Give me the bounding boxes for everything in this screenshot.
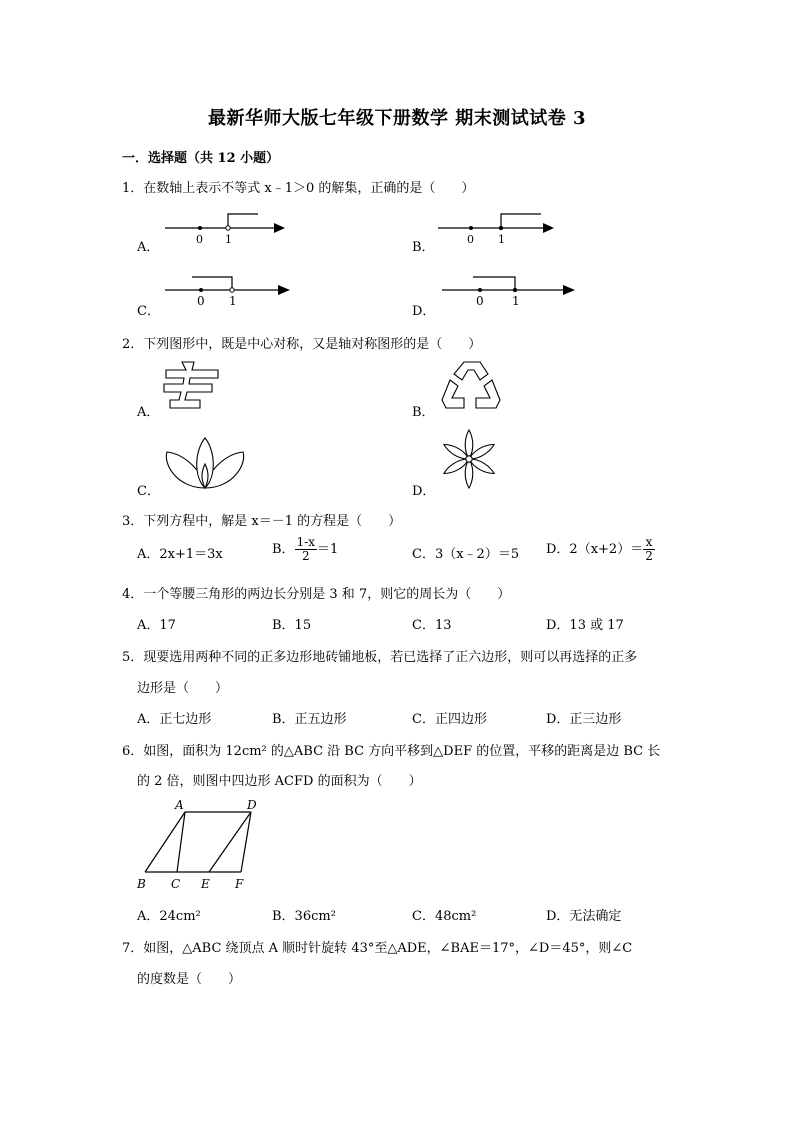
q1-number-line-c [160, 272, 295, 312]
q3-b-numerator: 1-x [296, 535, 316, 549]
q5-option-c: C．正四边形 [412, 712, 487, 727]
section-heading: 一．选择题（共 12 小题） [122, 151, 280, 166]
q3-d-numerator: x [643, 536, 655, 550]
q5-option-b: B．正五边形 [272, 712, 347, 727]
q2-label-a: A． [137, 405, 160, 420]
question-7-stem-line1: 7．如图，△ABC 绕顶点 A 顺时针旋转 43°至△ADE，∠BAE＝17°，∠D＝45°，则∠C [122, 941, 633, 956]
q3-b-fraction [295, 536, 317, 563]
tick-0: 0 [196, 233, 203, 246]
q6-option-a: A．24cm² [137, 909, 201, 924]
tick-1: 1 [225, 233, 232, 246]
q1-number-line-b [433, 208, 563, 248]
q6-option-d: D．无法确定 [546, 909, 622, 924]
q6-option-b: B．36cm² [272, 909, 336, 924]
q2-label-c: C． [137, 484, 160, 499]
q1-label-b: B． [412, 240, 435, 255]
q3-option-a: A．2x+1＝3x [137, 547, 223, 562]
q1-number-line-d [437, 272, 579, 312]
vertex-e: E [201, 877, 210, 891]
q4-option-b: B．15 [272, 618, 312, 633]
question-4-stem: 4．一个等腰三角形的两边长分别是 3 和 7，则它的周长为（ ） [122, 587, 511, 602]
q1-number-line-a [160, 208, 290, 248]
vertex-c: C [171, 877, 181, 891]
tick-1: 1 [229, 294, 237, 308]
question-7-stem-line2: 的度数是（ ） [137, 972, 242, 987]
page-title: 最新华师大版七年级下册数学 期末测试试卷 3 [207, 108, 587, 129]
q2-figure-a [160, 360, 222, 412]
question-2-stem: 2．下列图形中，既是中心对称，又是轴对称图形的是（ ） [122, 337, 482, 352]
question-6-stem-line1: 6．如图，面积为 12cm² 的△ABC 沿 BC 方向平移到△DEF 的位置，平移的距离是边 BC 长 [122, 744, 661, 759]
question-6-stem-line2: 的 2 倍，则图中四边形 ACFD 的面积为（ ） [137, 774, 422, 789]
q4-option-c: C．13 [412, 618, 452, 633]
q3-option-c: C．3（x﹣2）＝5 [412, 547, 520, 562]
tick-0: 0 [467, 233, 474, 246]
q3-b-denominator: 2 [301, 549, 310, 563]
q3-d-denominator: 2 [645, 549, 653, 563]
vertex-f: F [235, 877, 244, 891]
q3-option-b [272, 536, 338, 563]
q5-option-d: D．正三边形 [546, 712, 622, 727]
tick-1: 1 [512, 294, 520, 308]
q5-option-a: A．正七边形 [137, 712, 212, 727]
q2-figure-d [440, 428, 498, 490]
q3-b-suffix: ＝1 [317, 542, 339, 557]
q2-label-b: B． [412, 405, 435, 420]
question-1-stem: 1．在数轴上表示不等式 x﹣1＞0 的解集，正确的是（ ） [122, 181, 475, 196]
q6-option-c: C．48cm² [412, 909, 477, 924]
question-5-stem-line1: 5．现要选用两种不同的正多边形地砖铺地板，若已选择了正六边形，则可以再选择的正多 [122, 650, 638, 665]
tick-0: 0 [197, 294, 205, 308]
vertex-a: A [175, 798, 184, 812]
q2-label-d: D． [412, 484, 436, 499]
question-5-stem-line2: 边形是（ ） [137, 681, 229, 696]
q6-translation-figure [133, 796, 263, 892]
q3-d-fraction [643, 536, 655, 563]
q3-d-prefix: D．2（x+2）＝ [546, 542, 644, 557]
tick-0: 0 [476, 294, 484, 308]
question-3-stem: 3．下列方程中，解是 x＝－1 的方程是（ ） [122, 514, 402, 529]
q1-label-c: C． [137, 304, 160, 319]
q2-figure-b [440, 358, 502, 416]
q1-label-a: A． [137, 240, 160, 255]
q4-option-a: A．17 [137, 618, 176, 633]
q3-option-d [546, 536, 655, 563]
q1-label-d: D． [412, 304, 436, 319]
tick-1: 1 [498, 233, 505, 246]
q3-b-prefix: B． [272, 542, 295, 557]
vertex-d: D [247, 798, 257, 812]
q2-figure-c [163, 436, 251, 492]
q4-option-d: D．13 或 17 [546, 618, 624, 633]
vertex-b: B [137, 877, 146, 891]
